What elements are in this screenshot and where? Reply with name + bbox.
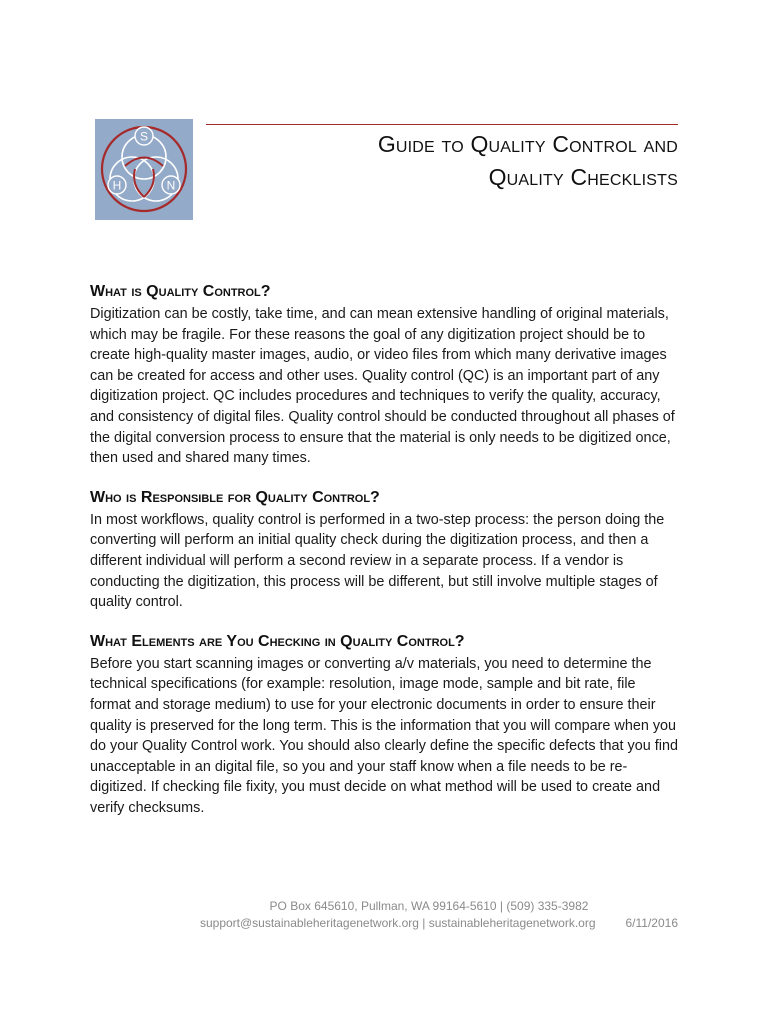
logo-letter-s: S — [139, 129, 149, 144]
section-who-is-responsible — [90, 488, 680, 613]
section-paragraph: In most workflows, quality control is performed in a two-step process: the person doing the converting will perform an initial quality check during the digitization process, and then a different individual will perform a second review in a separate process. If a vendor is conducting the digitization, this process will be different, but still involve multiple stages of quality control. — [90, 511, 665, 611]
footer-contact-row — [90, 915, 678, 932]
section-heading: What Elements are You Checking in Quality Control? — [90, 632, 465, 650]
shn-logo — [95, 119, 193, 220]
footer-contact: support@sustainableheritagenetwork.org | sustainableheritagenetwork.org — [199, 916, 596, 930]
logo-letter-n: N — [166, 178, 176, 193]
header-divider — [206, 124, 678, 125]
section-heading: What is Quality Control? — [90, 283, 271, 300]
document-body — [90, 282, 680, 818]
footer-date: 6/11/2016 — [625, 916, 678, 930]
section-heading: Who is Responsible for Quality Control? — [90, 488, 380, 506]
section-paragraph: Before you start scanning images or converting a/v materials, you need to determine the technical specifications (for example: resolution, image mode, sample and bit rate, file format and storage medium) to use for your electronic documents in order to ensure their quality is preserved for the long term. This is the information that you will compare when you do your Quality Control work. You should also clearly define the specific defects that you find unacceptable in an digital file, so you and your staff know when a file needs to be re-digitized. If checking file fixity, you must decide on what method will be used to create and verify checksums. — [90, 655, 678, 816]
footer-address: PO Box 645610, Pullman, WA 99164-5610 | (509) 335-3982 — [269, 899, 589, 913]
page-title-line1: Guide to Quality Control and — [377, 131, 678, 157]
page-title-line2: Quality Checklists — [488, 164, 678, 190]
logo-red-arc-top — [125, 158, 163, 167]
page-footer — [90, 898, 678, 932]
shn-logo-icon — [95, 119, 193, 220]
section-paragraph: Digitization can be costly, take time, and can mean extensive handling of original materials, which may be fragile. For these reasons the goal of any digitization project should be to create high-quality master images, audio, or video files from which many derivative images can be created for access and other uses. Quality control (QC) is an important part of any digitization project. QC includes procedures and techniques to verify the quality, accuracy, and consistency of digital files. Quality control should be conducted throughout all phases of the digital conversion process to ensure that the material is only needs to be digitized once, then used and shared many times. — [90, 306, 675, 467]
page-title — [218, 128, 678, 194]
logo-letter-h: H — [112, 178, 122, 193]
section-elements-checking — [90, 632, 680, 819]
section-what-is-qc — [90, 282, 680, 469]
